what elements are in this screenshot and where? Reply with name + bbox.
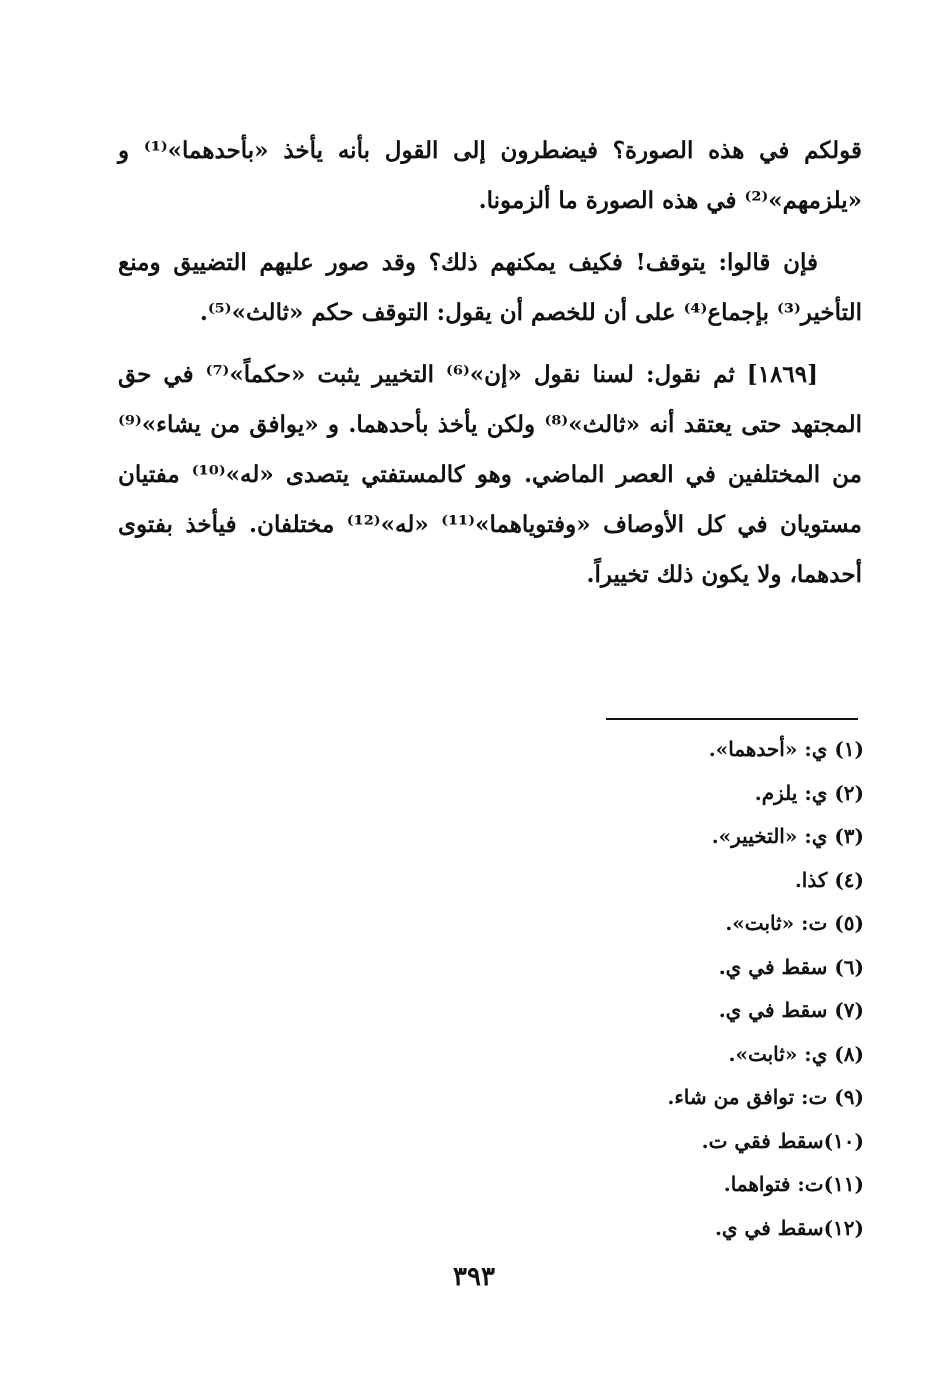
- footnote-10: (١٠)سقط فقي ت.: [701, 1128, 864, 1153]
- footnote-5: (٥) ت: «ثابت».: [725, 911, 864, 935]
- paragraph-1: قولكم في هذه الصورة؟ فيضطرون إلى القول بأنه يأخذ «بأحدهما»⁽¹⁾ و «يلزمهم»⁽²⁾ في هذه الصورة ما ألزمونا.: [118, 137, 863, 214]
- footnote-list: [364, 728, 864, 1250]
- footnote-11: (١١)ت: فتواهما.: [723, 1172, 864, 1196]
- footnote-12: (١٢)سقط في ي.: [714, 1215, 864, 1240]
- paragraph-2: فإن قالوا: يتوقف! فكيف يمكنهم ذلك؟ وقد صور عليهم التضييق ومنع التأخير⁽³⁾ بإجماع⁽⁴⁾ على أن للخصم أن يقول: التوقف حكم «ثالث»⁽⁵⁾.: [118, 249, 862, 326]
- footnote-7: (٧) سقط في ي.: [718, 998, 864, 1022]
- footnote-2: (٢) ي: يلزم.: [754, 780, 864, 805]
- body-text: [118, 126, 862, 600]
- footnote-separator: [606, 718, 858, 720]
- page-number: ٣٩٣: [453, 1262, 495, 1292]
- footnote-8: (٨) ي: «ثابت».: [728, 1041, 864, 1066]
- paragraph-3: [١٨٦٩] ثم نقول: لسنا نقول «إن»⁽⁶⁾ التخيير يثبت «حكماً»⁽⁷⁾ في حق المجتهد حتى يعتقد أنه «ثالث»⁽⁸⁾ ولكن يأخذ بأحدهما. و «يوافق من يشاء»⁽⁹⁾ من المختلفين في العصر الماضي. وهو كالمستفتي يتصدى «له»⁽¹⁰⁾ مفتيان مستويان في كل الأوصاف «وفتوياهما»⁽¹¹⁾ «له»⁽¹²⁾ مختلفان. فيأخذ بفتوى أحدهما، ولا يكون ذلك تخييراً.: [118, 361, 862, 588]
- footnote-9: (٩) ت: توافق من شاء.: [667, 1085, 864, 1109]
- footnote-1: (١) ي: «أحدهما».: [708, 737, 864, 761]
- footnote-4: (٤) كذا.: [794, 867, 864, 892]
- footnote-6: (٦) سقط في ي.: [718, 954, 864, 979]
- footnote-3: (٣) ي: «التخيير».: [711, 824, 864, 848]
